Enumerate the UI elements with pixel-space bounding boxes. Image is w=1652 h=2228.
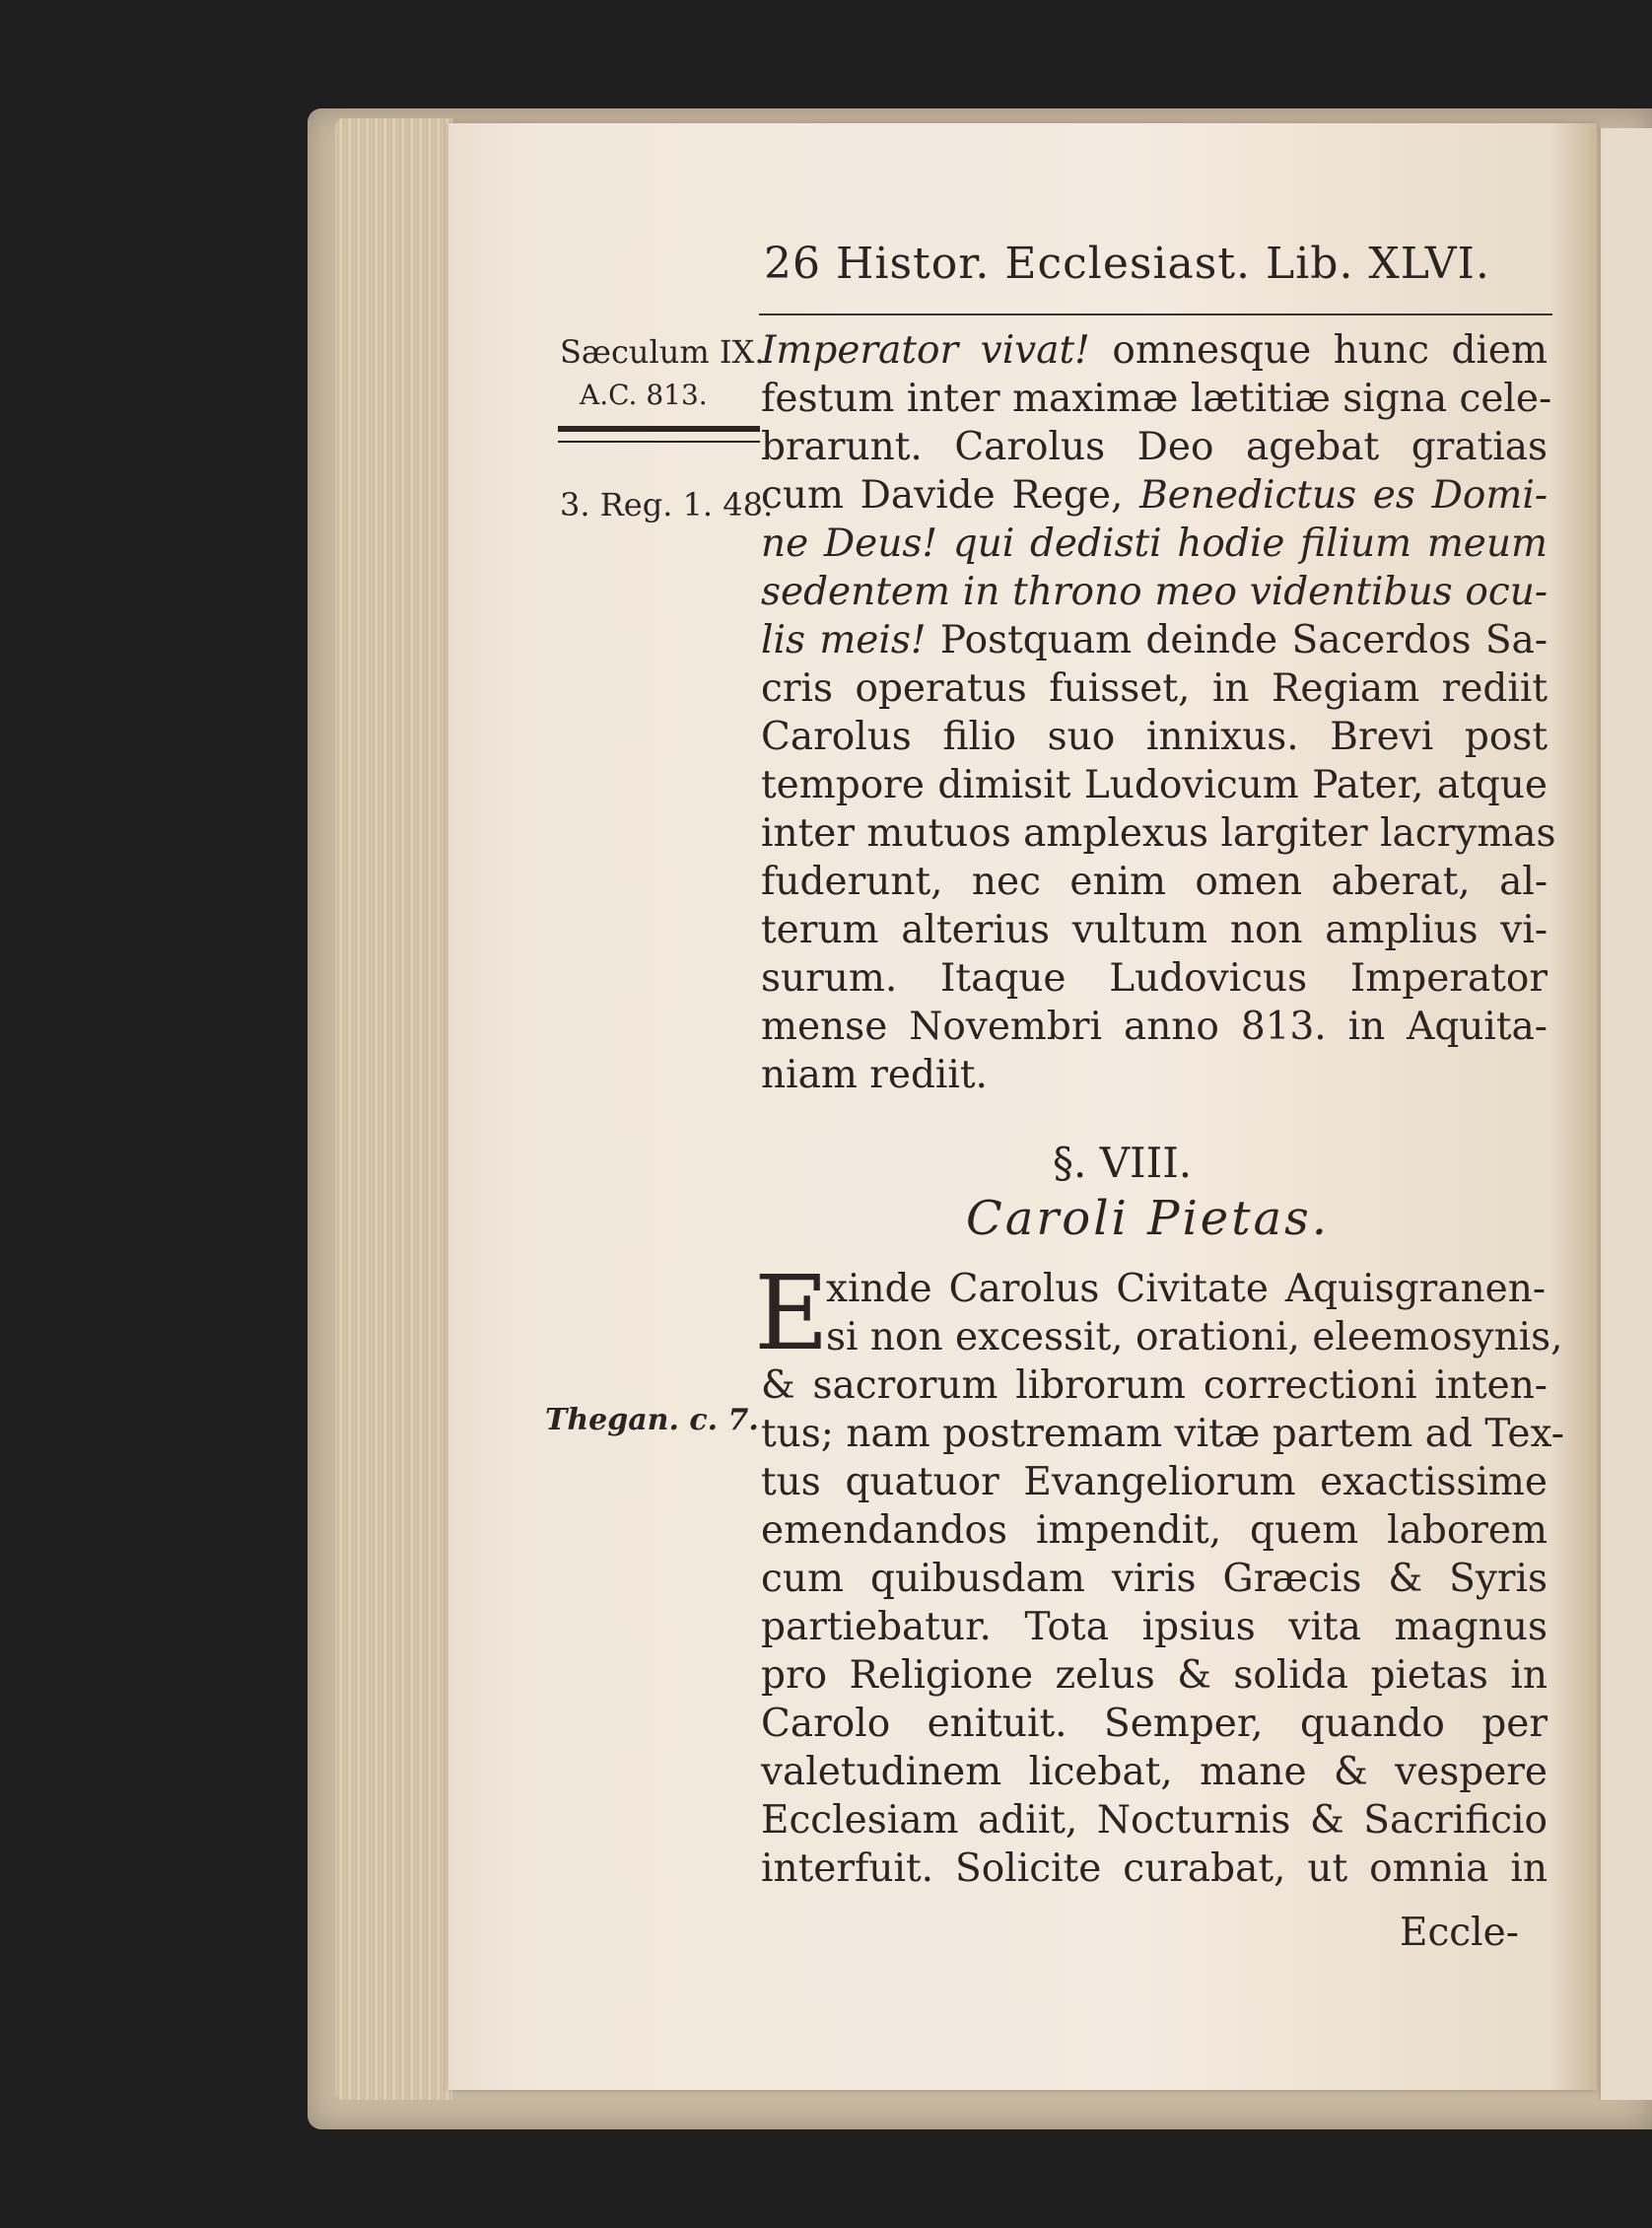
- text-line: surum. Itaque Ludovicus Imperator: [761, 956, 1548, 1001]
- text-line: brarunt. Carolus Deo agebat gratias: [761, 425, 1548, 469]
- text-line: & sacrorum librorum correctioni inten-: [761, 1363, 1548, 1408]
- text-line: partiebatur. Tota ipsius vita magnus: [761, 1605, 1548, 1649]
- section-number: §. VIII.: [1053, 1139, 1193, 1187]
- text-line: lis meis! Postquam deinde Sacerdos Sa-: [761, 618, 1548, 662]
- text-line: cum Davide Rege, Benedictus es Domi-: [761, 473, 1548, 518]
- text-line: si non excessit, orationi, eleemosynis,: [826, 1315, 1563, 1359]
- text-line: fuderunt, nec enim omen aberat, al-: [761, 860, 1548, 904]
- text-line: valetudinem licebat, mane & vespere: [761, 1750, 1548, 1794]
- running-head: [764, 239, 1490, 289]
- text-line: Ecclesiam adiit, Nocturnis & Sacrificio: [761, 1798, 1548, 1843]
- text-line: inter mutuos amplexus largiter lacrymas: [761, 811, 1556, 856]
- text-line: cris operatus fuisset, in Regiam rediit: [761, 666, 1548, 711]
- text-line: tus; nam postremam vitæ partem ad Tex-: [761, 1412, 1564, 1456]
- drop-cap: E: [754, 1253, 829, 1373]
- text-line: festum inter maximæ lætitiæ signa cele-: [761, 377, 1552, 421]
- text-line: cum quibusdam viris Græcis & Syris: [761, 1557, 1548, 1601]
- text-line: tus quatuor Evangeliorum exactissime: [761, 1460, 1548, 1504]
- margin-note-century: Sæculum IX.: [560, 333, 765, 371]
- margin-reference-thegan: Thegan. c. 7.: [545, 1403, 759, 1437]
- text-line: tempore dimisit Ludovicum Pater, atque: [761, 763, 1548, 807]
- page-edges: [335, 118, 453, 2100]
- section-title: Caroli Pietas.: [966, 1191, 1330, 1246]
- header-rule: [759, 313, 1552, 315]
- text-line: xinde Carolus Civitate Aquisgranen-: [826, 1267, 1546, 1311]
- text-line: ne Deus! qui dedisti hodie filium meum: [761, 522, 1548, 566]
- catchword: Eccle-: [1400, 1911, 1519, 1955]
- text-line: terum alterius vultum non amplius vi-: [761, 908, 1548, 952]
- facing-page-edge: [1599, 128, 1652, 2100]
- margin-rule-thin: [558, 441, 760, 443]
- text-line: Carolus filio suo innixus. Brevi post: [761, 715, 1548, 759]
- text-line: emendandos impendit, quem laborem: [761, 1508, 1548, 1553]
- page-number: 26: [764, 239, 821, 289]
- text-line: Imperator vivat! omnesque hunc diem: [761, 328, 1548, 373]
- text-line: mense Novembri anno 813. in Aquita-: [761, 1005, 1548, 1049]
- text-line: Carolo enituit. Semper, quando per: [761, 1702, 1548, 1746]
- text-line: interfuit. Solicite curabat, ut omnia in: [761, 1846, 1548, 1891]
- margin-note-year: A.C. 813.: [580, 379, 708, 411]
- running-title: Histor. Ecclesiast. Lib. XLVI.: [836, 239, 1490, 289]
- text-line: niam rediit.: [761, 1053, 988, 1097]
- text-line: pro Religione zelus & solida pietas in: [761, 1653, 1548, 1698]
- margin-reference-kings: 3. Reg. 1. 48.: [560, 486, 774, 523]
- margin-rule-thick: [558, 426, 760, 432]
- text-line: sedentem in throno meo videntibus ocu-: [761, 570, 1548, 614]
